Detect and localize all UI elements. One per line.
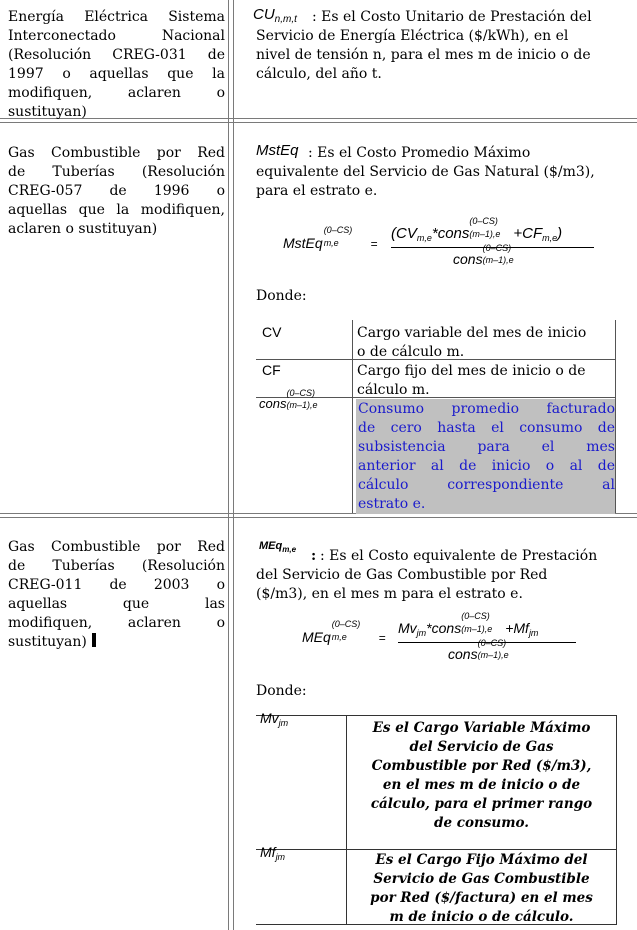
row-divider-1b (0, 122, 637, 123)
formula-numerator: ($CV_{m,e}*cons$ (0–CS) (m–1),e $+CF_{m,e}$) (391, 216, 563, 243)
row3-definition: : : Es el Costo equivalente de Prestación del Servicio de Gas Combustible por Red ($/m3), en el mes m para el estrato e. (256, 548, 598, 602)
row3-donde-label: Donde: (256, 683, 307, 699)
column-divider (228, 0, 229, 930)
table-row-mv-key: $Mv_{jm}$ (260, 710, 289, 728)
formula-numerator: $Mv_{jm}*cons$ (0–CS) (m–1),e $+Mf_{jm}$ (398, 611, 539, 638)
table-row-cf-key: CF (262, 362, 281, 378)
row2-donde-label: Donde: (256, 288, 307, 304)
formula-lhs: MEq (0–CS) m,e = (302, 619, 386, 645)
table-row-cv-key: CV (262, 324, 282, 340)
table-row-mv-value: Es el Cargo Variable Máximo del Servicio de Gas Combustible por Red ($/m3), en el mes m de inicio o de cálculo, para el primer rango de consumo. (370, 720, 593, 831)
formula-denominator: cons (0–CS) (m–1),e (448, 638, 509, 662)
row1-description: Energía Eléctrica Sistema Interconectado Nacional (Resolución CREG-031 de 1997 o aquellas que la modifiquen, aclaren o sustituyan) (8, 9, 225, 120)
table-row-cons-key: cons (0–CS) (m–1),e (259, 388, 318, 411)
row2-definition: : Es el Costo Promedio Máximo equivalente del Servicio de Gas Natural ($/m3), para el estrato e. (256, 145, 595, 199)
table-row-mf-value: Es el Cargo Fijo Máximo del Servicio de Gas Combustible por Red ($/factura) en el mes m de inicio o de cálculo. (370, 852, 593, 925)
row3-variable: MEq$_{m,e}$ (259, 540, 297, 554)
table-row-cf-value: Cargo fijo del mes de inicio o de cálculo m. (357, 363, 586, 398)
row3-description: Gas Combustible por Red de Tuberías (Resolución CREG-011 de 2003 o aquellas que las modifiquen, aclaren o sustituyan) (8, 539, 225, 650)
row1-definition: : Es el Costo Unitario de Prestación del Servicio de Energía Eléctrica ($/kWh), en el nivel de tensión n, para el mes m de inicio o de cálculo, del año t. (256, 9, 592, 82)
row2-description: Gas Combustible por Red de Tuberías (Resolución CREG-057 de 1996 o aquellas que la modifiquen, aclaren o sustituyan) (8, 145, 225, 237)
row-divider-2b (0, 517, 637, 518)
row3-end-mark (92, 633, 96, 647)
row1-variable: $CU_{n,m,t}$ (253, 6, 297, 25)
formula-lhs: MstEq (0–CS) m,e = (283, 225, 378, 251)
table-row-cv-value: Cargo variable del mes de inicio o de cálculo m. (357, 325, 587, 360)
column-divider-right (233, 0, 234, 930)
table-row-mf-key: $Mf_{jm}$ (260, 844, 286, 862)
row2-variable: MstEq (256, 142, 299, 159)
formula-denominator: cons (0–CS) (m–1),e (453, 243, 514, 267)
table-row-cons-value: Consumo promedio facturado de cero hasta el consumo de subsistencia para el mes anterior al de inicio o al de cálculo correspondiente al estrato e. (358, 401, 615, 512)
